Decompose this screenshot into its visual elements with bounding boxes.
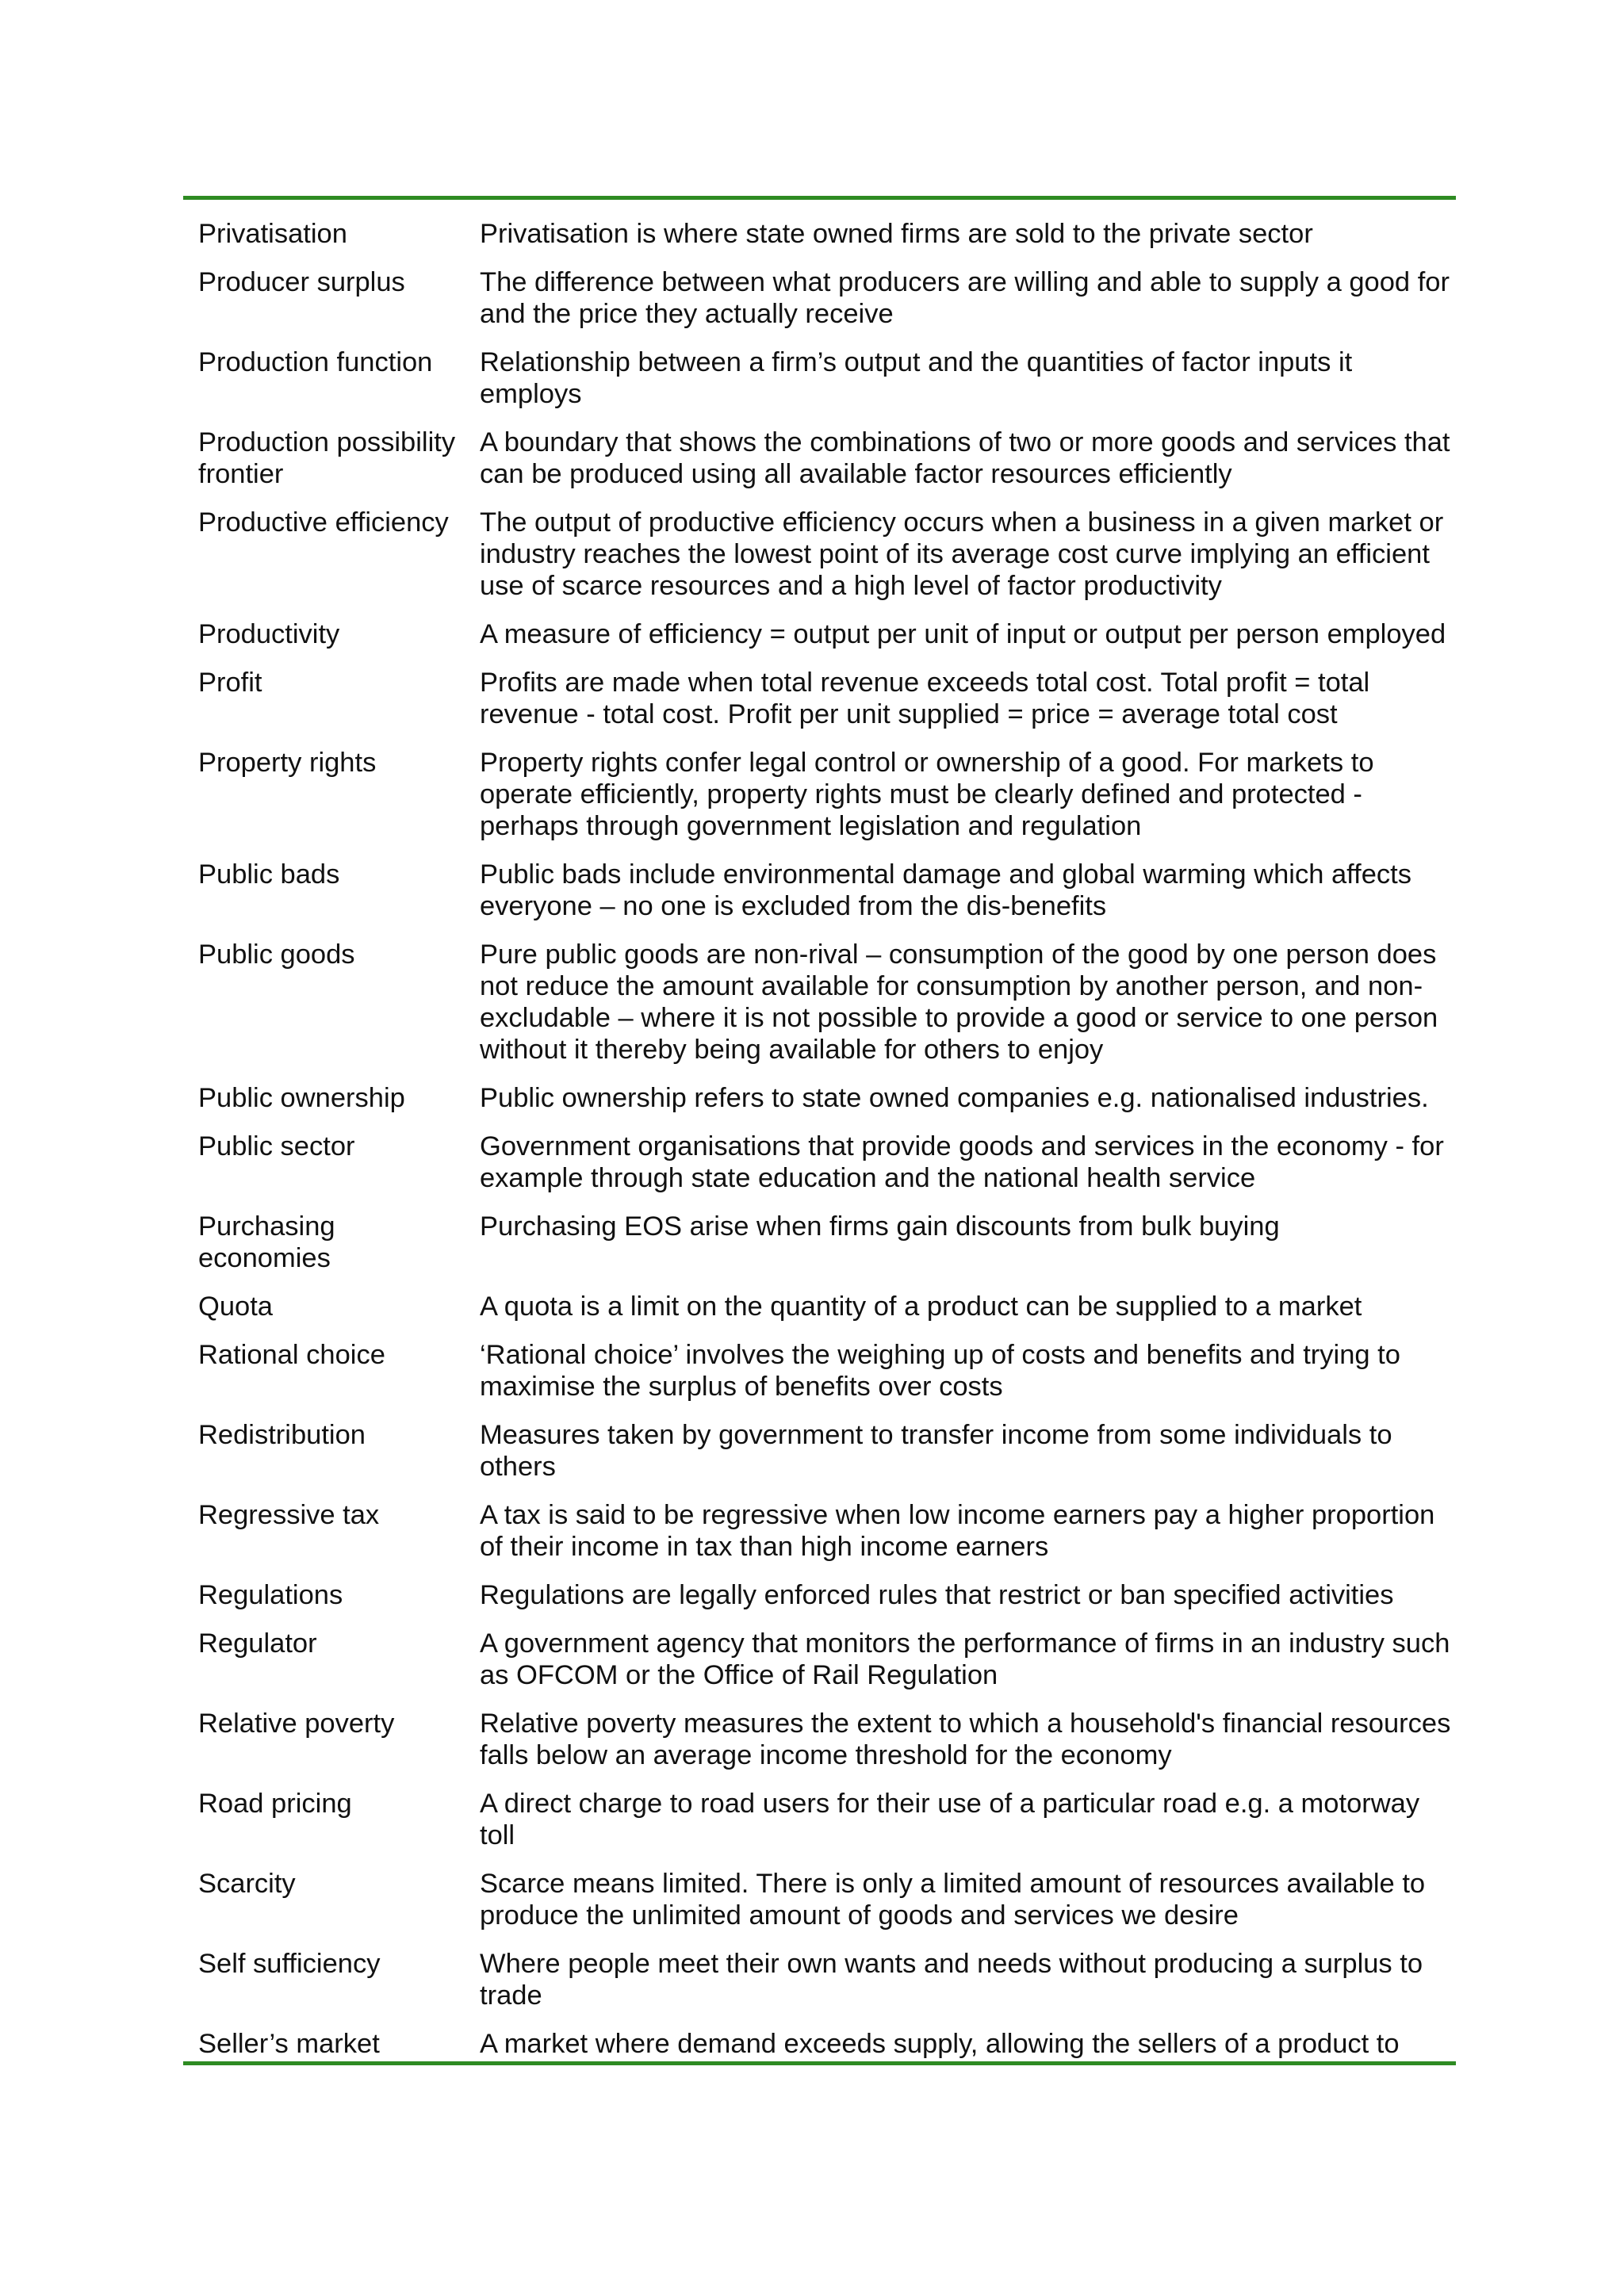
- glossary-definition: The output of productive efficiency occurs when a business in a given market or industry reaches the lowest point of its average cost curve implying an efficient use of scarce resources and a high level of factor productivity: [480, 507, 1444, 601]
- glossary-entry: [183, 1082, 1456, 1131]
- glossary-definition: The difference between what producers are willing and able to supply a good for and the price they actually receive: [480, 267, 1450, 329]
- glossary-entry: [183, 1419, 1456, 1499]
- glossary-definition: ‘Rational choice’ involves the weighing up of costs and benefits and trying to maximise the surplus of benefits over costs: [480, 1340, 1400, 1402]
- glossary-term: Quota: [198, 1292, 273, 1322]
- glossary-term: Production possibility frontier: [198, 427, 456, 489]
- glossary-entry: [183, 667, 1456, 747]
- glossary-table: [183, 196, 1456, 2065]
- glossary-definition: Public ownership refers to state owned companies e.g. nationalised industries.: [480, 1083, 1429, 1113]
- glossary-term: Self sufficiency: [198, 1949, 381, 1979]
- glossary-term: Public bads: [198, 859, 340, 890]
- glossary-term: Rational choice: [198, 1340, 385, 1370]
- glossary-entry: [183, 1291, 1456, 1339]
- glossary-term: Regressive tax: [198, 1500, 380, 1530]
- glossary-term: Regulator: [198, 1628, 317, 1659]
- glossary-entry: [183, 1339, 1456, 1419]
- glossary-entry: [183, 747, 1456, 859]
- glossary-definition: Purchasing EOS arise when firms gain discounts from bulk buying: [480, 1211, 1280, 1242]
- glossary-definition: Pure public goods are non-rival – consumption of the good by one person does not reduce the amount available for consumption by another person, and non-excludable – where it is not possible to provide a good or service to one person without it thereby being available for others to enjoy: [480, 939, 1438, 1065]
- glossary-entry: [183, 1211, 1456, 1291]
- glossary-entry: [183, 2028, 1456, 2060]
- glossary-entry: [183, 218, 1456, 266]
- glossary-term: Profit: [198, 668, 262, 698]
- glossary-entry: [183, 859, 1456, 939]
- glossary-term: Purchasing economies: [198, 1211, 335, 1273]
- glossary-entry: [183, 1499, 1456, 1579]
- glossary-definition: A quota is a limit on the quantity of a product can be supplied to a market: [480, 1292, 1362, 1322]
- glossary-term: Production function: [198, 347, 433, 377]
- glossary-entry: [183, 1131, 1456, 1211]
- glossary-entry: [183, 266, 1456, 346]
- glossary-definition: Relative poverty measures the extent to which a household's financial resources falls below an average income threshold for the economy: [480, 1709, 1451, 1770]
- glossary-definition: A government agency that monitors the performance of firms in an industry such as OFCOM or the Office of Rail Regulation: [480, 1628, 1450, 1690]
- glossary-definition: A market where demand exceeds supply, allowing the sellers of a product to: [480, 2029, 1400, 2059]
- glossary-definition: A tax is said to be regressive when low income earners pay a higher proportion of their income in tax than high income earners: [480, 1500, 1435, 1562]
- glossary-definition: A measure of efficiency = output per unit of input or output per person employed: [480, 619, 1446, 649]
- glossary-term: Relative poverty: [198, 1709, 395, 1739]
- glossary-entry: [183, 1788, 1456, 1868]
- glossary-entry: [183, 1708, 1456, 1788]
- glossary-definition: Government organisations that provide goods and services in the economy - for example through state education and the national health service: [480, 1131, 1444, 1193]
- glossary-term: Public goods: [198, 939, 355, 970]
- glossary-definition: Scarce means limited. There is only a limited amount of resources available to produce the unlimited amount of goods and services we desire: [480, 1869, 1426, 1931]
- glossary-term: Seller’s market: [198, 2029, 380, 2059]
- glossary-entry: [183, 1948, 1456, 2028]
- glossary-definition: Measures taken by government to transfer income from some individuals to others: [480, 1420, 1392, 1482]
- glossary-term: Productive efficiency: [198, 507, 449, 538]
- glossary-entry: [183, 1579, 1456, 1628]
- glossary-definition: Relationship between a firm’s output and the quantities of factor inputs it employs: [480, 347, 1353, 409]
- glossary-definition: Profits are made when total revenue exceeds total cost. Total profit = total revenue - total cost. Profit per unit supplied = price = average total cost: [480, 668, 1370, 729]
- glossary-entry: [183, 427, 1456, 507]
- glossary-term: Public sector: [198, 1131, 355, 1161]
- glossary-entry: [183, 939, 1456, 1082]
- glossary-term: Productivity: [198, 619, 340, 649]
- glossary-entry: [183, 618, 1456, 667]
- glossary-definition: Property rights confer legal control or ownership of a good. For markets to operate efficiently, property rights must be clearly defined and protected - perhaps through government legislation and regulation: [480, 748, 1374, 841]
- glossary-term: Road pricing: [198, 1789, 352, 1819]
- glossary-entry: [183, 1628, 1456, 1708]
- glossary-term: Producer surplus: [198, 267, 405, 297]
- glossary-entry: [183, 1868, 1456, 1948]
- glossary-term: Privatisation: [198, 219, 347, 249]
- glossary-term: Redistribution: [198, 1420, 366, 1450]
- glossary-entry: [183, 346, 1456, 427]
- glossary-term: Property rights: [198, 748, 377, 778]
- glossary-definition: Regulations are legally enforced rules that restrict or ban specified activities: [480, 1580, 1394, 1610]
- glossary-term: Scarcity: [198, 1869, 296, 1899]
- glossary-definition: Privatisation is where state owned firms are sold to the private sector: [480, 219, 1313, 249]
- glossary-entry: [183, 507, 1456, 618]
- glossary-definition: Where people meet their own wants and needs without producing a surplus to trade: [480, 1949, 1423, 2011]
- glossary-definition: A direct charge to road users for their use of a particular road e.g. a motorway toll: [480, 1789, 1420, 1850]
- glossary-term: Regulations: [198, 1580, 343, 1610]
- glossary-definition: A boundary that shows the combinations of two or more goods and services that can be produced using all available factor resources efficiently: [480, 427, 1450, 489]
- glossary-definition: Public bads include environmental damage and global warming which affects everyone – no one is excluded from the dis-benefits: [480, 859, 1411, 921]
- glossary-term: Public ownership: [198, 1083, 405, 1113]
